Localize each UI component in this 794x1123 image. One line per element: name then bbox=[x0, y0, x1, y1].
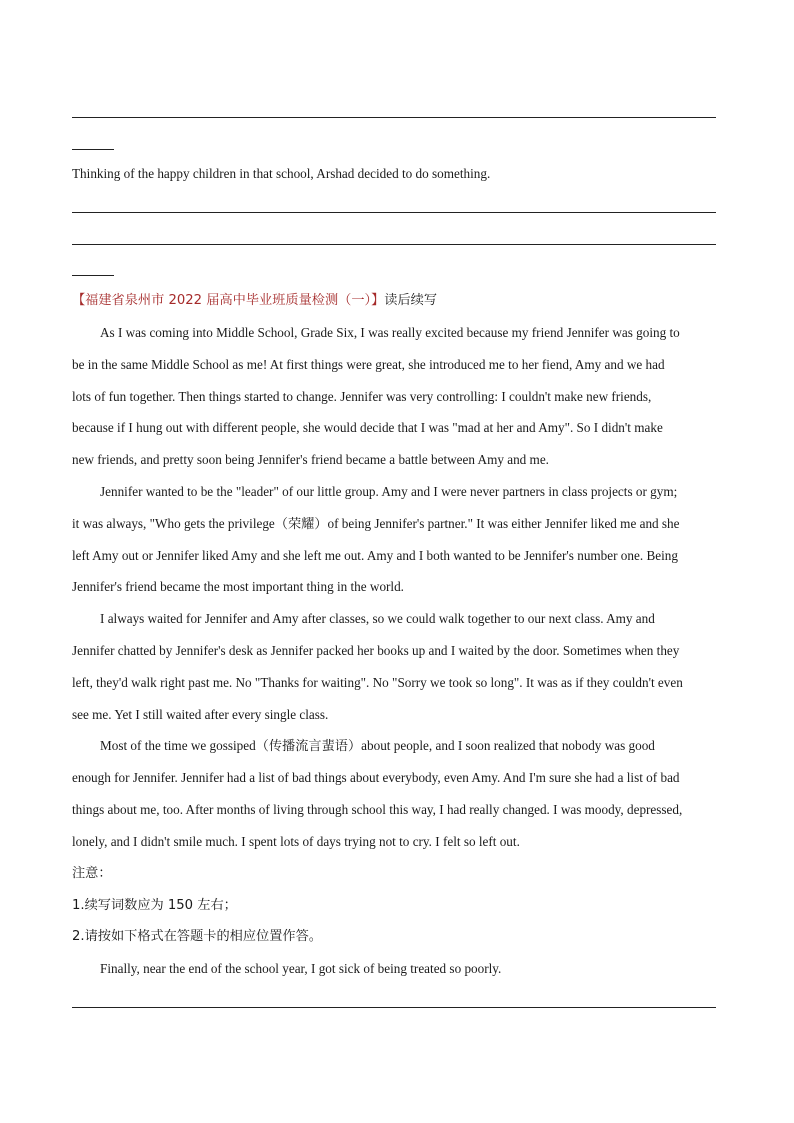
notes-item-2: 2.请按如下格式在答题卡的相应位置作答。 bbox=[72, 929, 322, 944]
answer-line bbox=[72, 1007, 716, 1008]
passage-line: lonely, and I didn't smile much. I spent lots of days trying not to cry. I felt so left out. bbox=[72, 834, 520, 849]
passage-line: Jennifer wanted to be the "leader" of our little group. Amy and I were never partners in class projects or gym; bbox=[100, 484, 678, 499]
top-prompt: Thinking of the happy children in that school, Arshad decided to do something. bbox=[72, 166, 491, 181]
notes-heading: 注意： bbox=[72, 866, 112, 881]
continuation-prompt: Finally, near the end of the school year, I got sick of being treated so poorly. bbox=[100, 961, 502, 976]
answer-line bbox=[72, 212, 716, 213]
passage-line: Jennifer's friend became the most important thing in the world. bbox=[72, 579, 404, 594]
passage-line: be in the same Middle School as me! At first things were great, she introduced me to her fiend, Amy and we had bbox=[72, 357, 665, 372]
passage-line: it was always, "Who gets the privilege（荣耀）of being Jennifer's partner." It was either Jennifer liked me and she bbox=[72, 516, 680, 531]
passage-line: new friends, and pretty soon being Jennifer's friend became a battle between Amy and me. bbox=[72, 452, 549, 467]
passage-line: As I was coming into Middle School, Grade Six, I was really excited because my friend Jennifer was going to bbox=[100, 325, 680, 340]
section-task: 读后续写 bbox=[384, 293, 438, 308]
passage-line: because if I hung out with different people, she would decide that I was "mad at her and Amy". So I didn't make bbox=[72, 420, 663, 435]
passage-line: Most of the time we gossiped（传播流言蜚语）about people, and I soon realized that nobody was good bbox=[100, 738, 655, 753]
section-source: 【福建省泉州市 2022 届高中毕业班质量检测（一）】 bbox=[72, 293, 385, 308]
notes-item-1: 1.续写词数应为 150 左右； bbox=[72, 898, 237, 913]
answer-line bbox=[72, 244, 716, 245]
passage-line: Jennifer chatted by Jennifer's desk as Jennifer packed her books up and I waited by the door. Sometimes when they bbox=[72, 643, 680, 658]
passage-line: I always waited for Jennifer and Amy after classes, so we could walk together to our next class. Amy and bbox=[100, 611, 655, 626]
answer-line-end bbox=[72, 149, 114, 150]
section-title bbox=[72, 292, 732, 309]
passage-line: things about me, too. After months of living through school this way, I had really changed. I was moody, depressed, bbox=[72, 802, 683, 817]
passage-line: enough for Jennifer. Jennifer had a list of bad things about everybody, even Amy. And I'm sure she had a list of bad bbox=[72, 770, 680, 785]
passage-line: see me. Yet I still waited after every single class. bbox=[72, 707, 329, 722]
passage-line: lots of fun together. Then things started to change. Jennifer was very controlling: I couldn't make new friends, bbox=[72, 389, 652, 404]
answer-line bbox=[72, 117, 716, 118]
passage-line: left Amy out or Jennifer liked Amy and she left me out. Amy and I both wanted to be Jennifer's number one. Being bbox=[72, 548, 678, 563]
passage-line: left, they'd walk right past me. No "Thanks for waiting". No "Sorry we took so long". It was as if they couldn't even bbox=[72, 675, 683, 690]
answer-line-end bbox=[72, 275, 114, 276]
